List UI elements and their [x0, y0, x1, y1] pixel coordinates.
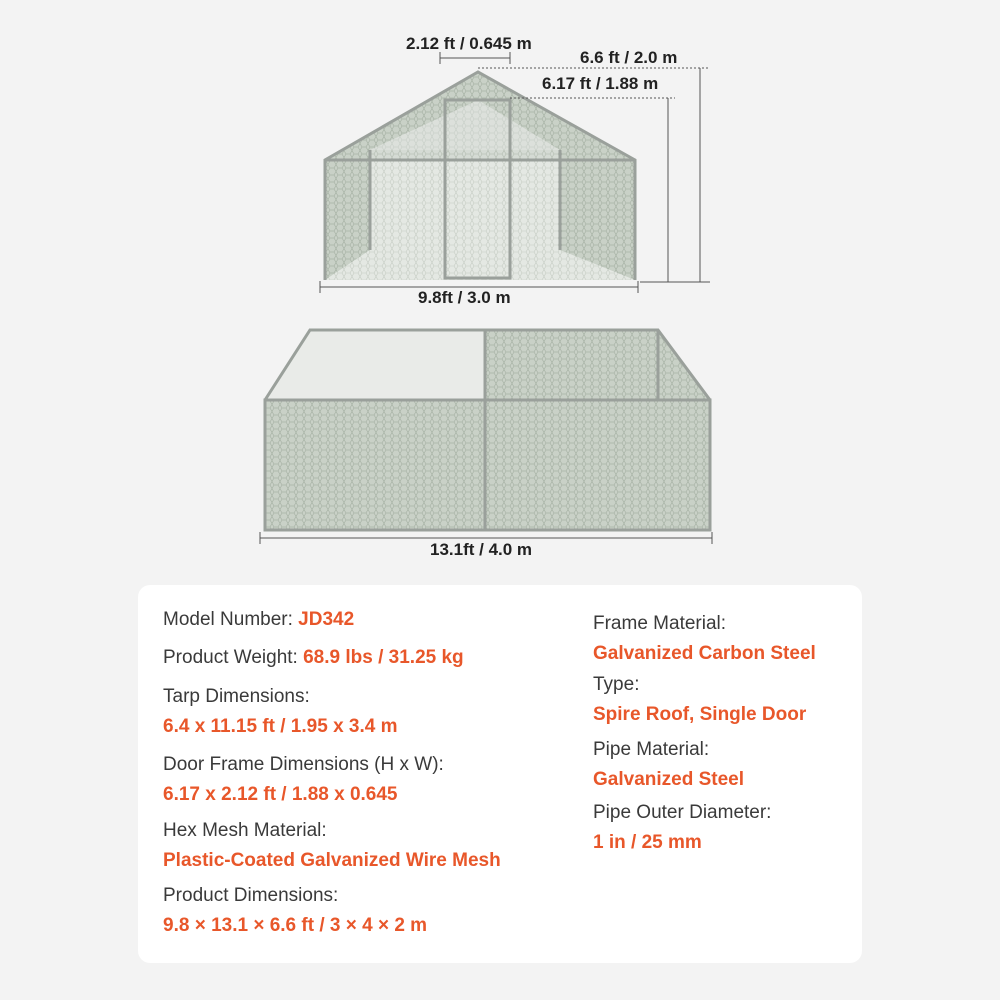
spec-type: [593, 670, 806, 730]
spec-model-number: [163, 609, 354, 631]
spec-product-dimensions: [163, 881, 427, 941]
spec-value: Spire Roof, Single Door: [593, 704, 807, 725]
door-height-label: 6.17 ft / 1.88 m: [542, 74, 659, 93]
spec-value: Galvanized Steel: [593, 769, 745, 790]
spec-value: 6.17 x 2.12 ft / 1.88 x 0.645: [163, 784, 398, 805]
spec-value: 9.8 × 13.1 × 6.6 ft / 3 × 4 × 2 m: [163, 915, 428, 936]
spec-label: Door Frame Dimensions (H x W):: [163, 754, 444, 775]
spec-label: Type:: [593, 674, 640, 695]
spec-value: 68.9 lbs / 31.25 kg: [303, 647, 464, 668]
spec-label: Product Dimensions:: [163, 885, 339, 906]
spec-label: Pipe Outer Diameter:: [593, 802, 772, 823]
spec-value: Plastic-Coated Galvanized Wire Mesh: [163, 850, 501, 871]
spec-hex-mesh-material: [163, 816, 501, 876]
spec-tarp-dimensions: [163, 682, 398, 742]
spec-value: Galvanized Carbon Steel: [593, 643, 816, 664]
total-height-label: 6.6 ft / 2.0 m: [580, 48, 678, 67]
spec-label: Product Weight:: [163, 647, 304, 668]
spec-value: 6.4 x 11.15 ft / 1.95 x 3.4 m: [163, 716, 398, 737]
side-length-label: 13.1ft / 4.0 m: [430, 540, 533, 559]
spec-label: Hex Mesh Material:: [163, 820, 327, 841]
spec-door-frame-dimensions: [163, 750, 444, 810]
spec-pipe-outer-diameter: [593, 798, 771, 858]
spec-label: Model Number:: [163, 609, 299, 630]
spec-card: [138, 585, 862, 963]
spec-product-weight: [163, 647, 464, 669]
spec-value: JD342: [298, 609, 355, 630]
spec-value: 1 in / 25 mm: [593, 832, 702, 853]
spec-label: Tarp Dimensions:: [163, 686, 310, 707]
spec-frame-material: [593, 609, 816, 669]
spec-label: Frame Material:: [593, 613, 727, 634]
spec-label: Pipe Material:: [593, 739, 710, 760]
front-width-label: 9.8ft / 3.0 m: [418, 288, 511, 307]
spec-pipe-material: [593, 735, 744, 795]
side-view-illustration: [0, 310, 1000, 570]
door-width-label: 2.12 ft / 0.645 m: [406, 34, 532, 53]
